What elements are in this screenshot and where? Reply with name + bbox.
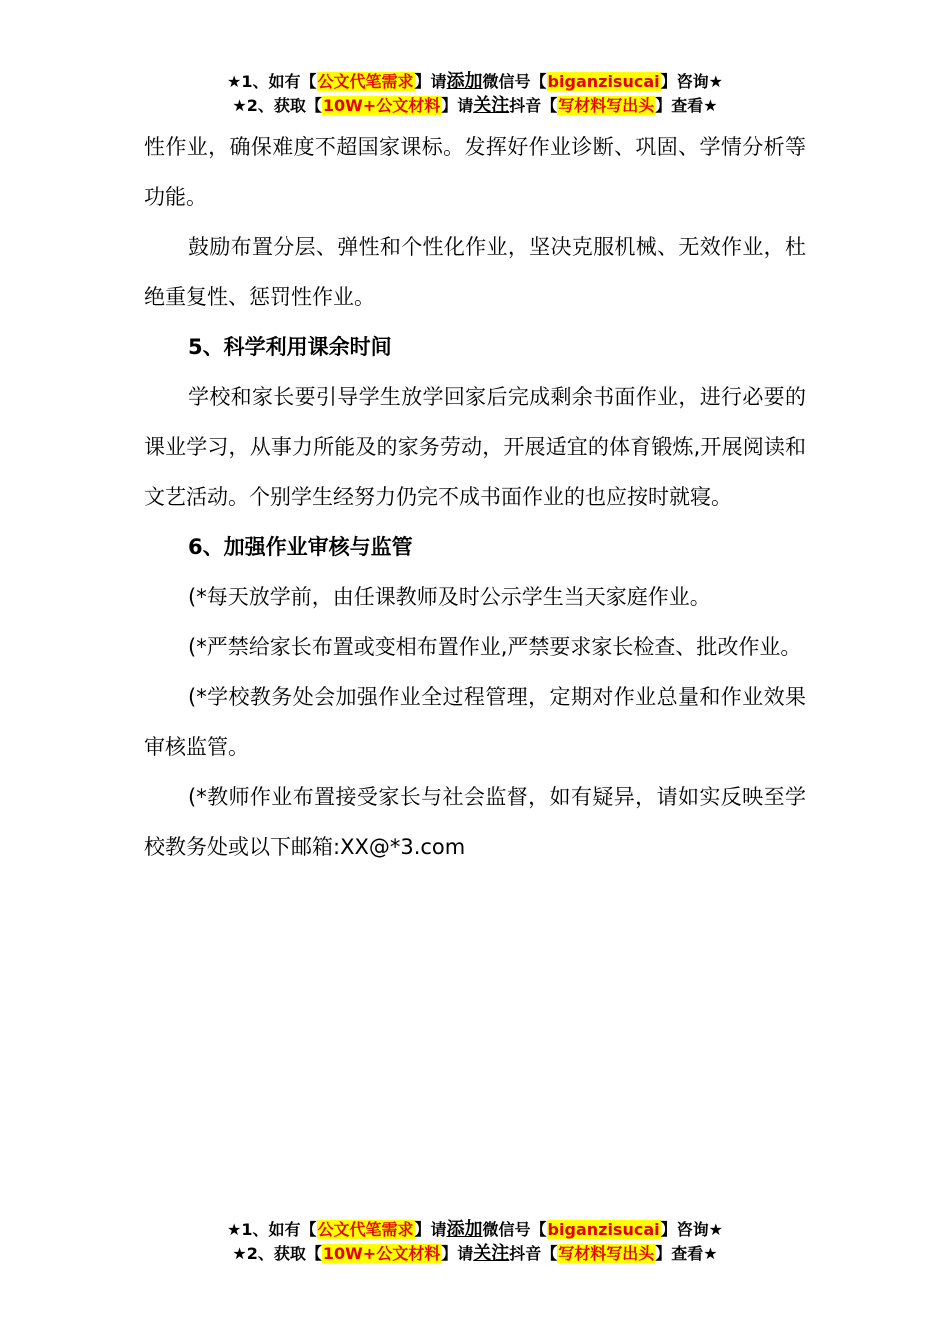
banner-highlight: 10W+公文材料 [322, 96, 441, 115]
banner-underlined: 添加 [446, 71, 483, 92]
footer-banner [0, 1218, 950, 1266]
banner-text: ★2、获取【 [232, 1244, 322, 1263]
banner-text: 】请 [441, 96, 474, 115]
banner-text: 抖音【 [509, 96, 558, 115]
banner-underlined: 关注 [473, 95, 510, 116]
banner-text: 微信号【 [482, 1220, 547, 1239]
banner-line-1 [0, 1218, 950, 1242]
section-heading: 6、加强作业审核与监管 [188, 535, 413, 559]
banner-highlight: 写材料写出头 [558, 96, 655, 115]
banner-text: 】查看★ [655, 1244, 718, 1263]
banner-highlight: 公文代笔需求 [317, 1220, 414, 1239]
paragraph: (*学校教务处会加强作业全过程管理，定期对作业总量和作业效果审核监管。 [144, 685, 806, 759]
paragraph: 学校和家长要引导学生放学回家后完成剩余书面作业，进行必要的课业学习，从事力所能及的家务劳动，开展适宜的体育锻炼,开展阅读和文艺活动。个别学生经努力仍完不成书面作业的也应按时就寝。 [144, 385, 806, 509]
paragraph: (*严禁给家长布置或变相布置作业,严禁要求家长检查、批改作业。 [188, 635, 802, 659]
banner-line-1 [0, 70, 950, 94]
banner-text: ★1、如有【 [227, 1220, 317, 1239]
banner-text: 】请 [414, 72, 447, 91]
banner-underlined: 关注 [473, 1243, 510, 1264]
banner-text: ★2、获取【 [232, 96, 322, 115]
banner-highlight: 公文代笔需求 [317, 72, 414, 91]
header-banner [0, 70, 950, 118]
banner-text: 微信号【 [482, 72, 547, 91]
banner-highlight: biganzisucai [547, 1220, 660, 1239]
paragraph: (*每天放学前，由任课教师及时公示学生当天家庭作业。 [188, 585, 711, 609]
banner-text: 】请 [414, 1220, 447, 1239]
paragraph: 鼓励布置分层、弹性和个性化作业，坚决克服机械、无效作业，杜绝重复性、惩罚性作业。 [144, 235, 806, 309]
banner-text: 抖音【 [509, 1244, 558, 1263]
banner-text: 】查看★ [655, 96, 718, 115]
banner-text: 】咨询★ [660, 1220, 723, 1239]
banner-text: ★1、如有【 [227, 72, 317, 91]
banner-text: 】咨询★ [660, 72, 723, 91]
banner-highlight: 10W+公文材料 [322, 1244, 441, 1263]
banner-text: 】请 [441, 1244, 474, 1263]
banner-line-2 [0, 94, 950, 118]
banner-highlight: biganzisucai [547, 72, 660, 91]
banner-line-2 [0, 1242, 950, 1266]
banner-highlight: 写材料写出头 [558, 1244, 655, 1263]
document-body [144, 122, 806, 872]
banner-underlined: 添加 [446, 1219, 483, 1240]
section-heading: 5、科学利用课余时间 [188, 335, 392, 359]
paragraph: 性作业，确保难度不超国家课标。发挥好作业诊断、巩固、学情分析等功能。 [144, 135, 806, 209]
paragraph: (*教师作业布置接受家长与社会监督，如有疑异，请如实反映至学校教务处或以下邮箱:XX@*3.com [144, 785, 806, 859]
